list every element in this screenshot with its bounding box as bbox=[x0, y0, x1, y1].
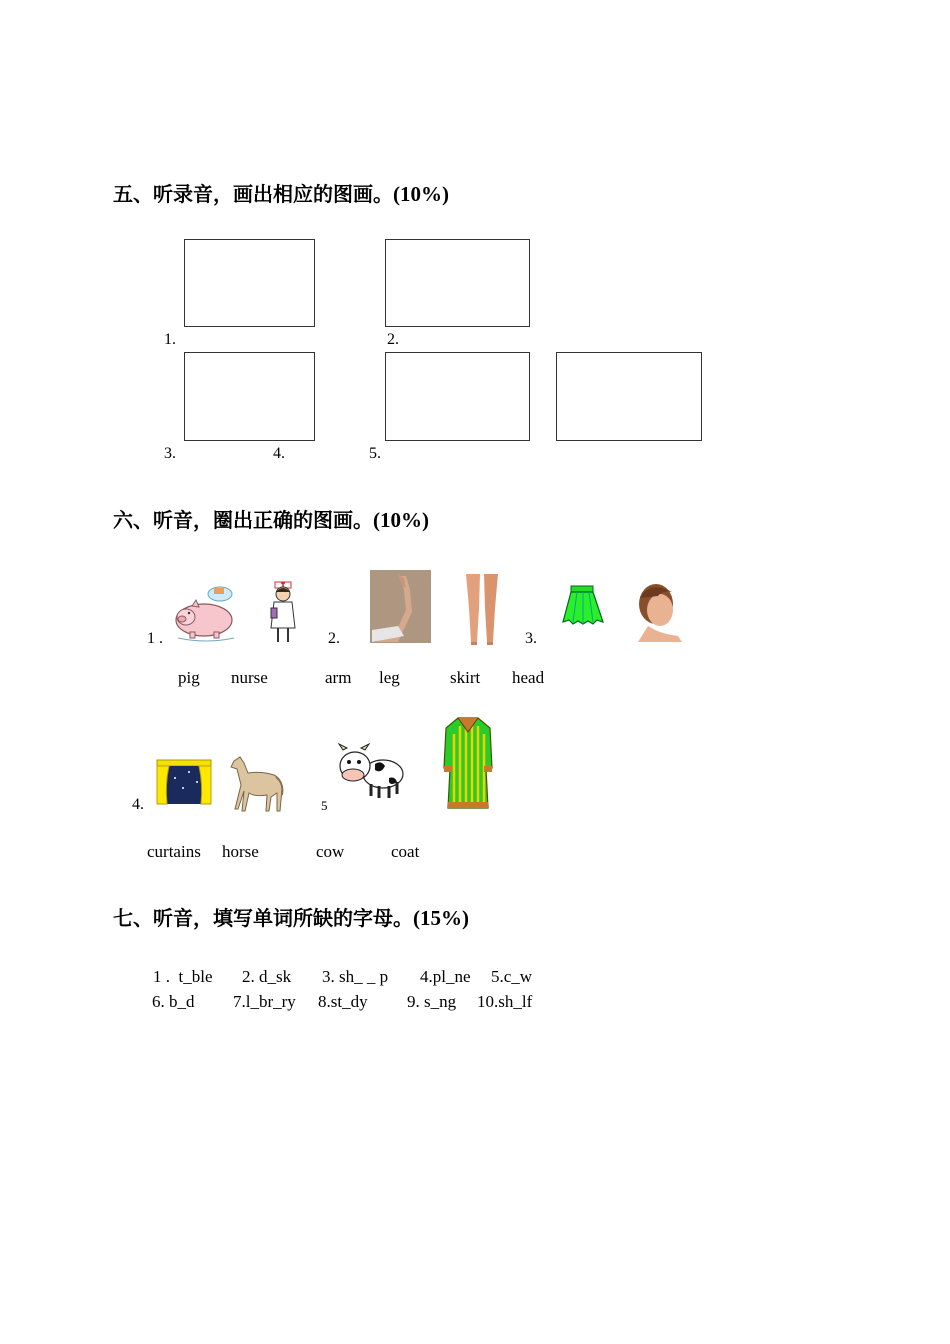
word-curtains: curtains bbox=[147, 842, 201, 861]
section6-title: 六、听音，圈出正确的图画。 bbox=[113, 508, 373, 532]
q6-number-5: 5 bbox=[321, 798, 328, 813]
horse-icon[interactable] bbox=[226, 755, 286, 813]
drawing-box-5[interactable] bbox=[556, 352, 702, 441]
nurse-icon[interactable] bbox=[266, 580, 300, 646]
section7-title: 七、听音，填写单词所缺的字母。 bbox=[113, 906, 413, 930]
fill-item-2: 2. d_sk bbox=[242, 967, 292, 986]
q6-number-2: 2. bbox=[328, 630, 340, 647]
item-label-3: 3. bbox=[164, 445, 176, 462]
section7-heading bbox=[113, 902, 469, 931]
drawing-box-1[interactable] bbox=[184, 239, 315, 327]
coat-icon[interactable] bbox=[442, 714, 494, 812]
q6-number-4: 4. bbox=[132, 796, 144, 813]
item-label-5: 5. bbox=[369, 445, 381, 462]
drawing-box-3[interactable] bbox=[184, 352, 315, 441]
q6-number-1: 1 . bbox=[147, 630, 163, 647]
section7-score: (15%) bbox=[413, 906, 469, 930]
arm-icon[interactable] bbox=[370, 570, 431, 643]
section5-heading bbox=[113, 178, 449, 207]
word-skirt: skirt bbox=[450, 668, 481, 687]
item-label-4: 4. bbox=[273, 445, 285, 462]
drawing-box-4[interactable] bbox=[385, 352, 530, 441]
drawing-box-2[interactable] bbox=[385, 239, 530, 327]
word-pig: pig bbox=[178, 668, 200, 687]
section5-score: (10%) bbox=[393, 182, 449, 206]
word-head: head bbox=[512, 668, 545, 687]
word-cow: cow bbox=[316, 842, 345, 861]
fill-item-7: 7.l_br_ry bbox=[233, 992, 296, 1011]
word-leg: leg bbox=[379, 668, 400, 687]
fill-item-1: 1 . t_ble bbox=[153, 967, 213, 986]
word-horse: horse bbox=[222, 842, 259, 861]
fill-item-3: 3. sh_ _ p bbox=[322, 967, 389, 986]
fill-item-8: 8.st_dy bbox=[318, 992, 368, 1011]
skirt-icon[interactable] bbox=[561, 584, 605, 628]
item-label-1: 1. bbox=[164, 331, 176, 348]
section6-heading bbox=[113, 504, 429, 533]
head-icon[interactable] bbox=[634, 580, 682, 642]
word-nurse: nurse bbox=[231, 668, 268, 687]
leg-icon[interactable] bbox=[463, 572, 501, 646]
fill-item-6: 6. b_d bbox=[152, 992, 195, 1011]
q6-number-3: 3. bbox=[525, 630, 537, 647]
item-label-2: 2. bbox=[387, 331, 399, 348]
curtains-icon[interactable] bbox=[155, 758, 213, 808]
section6-score: (10%) bbox=[373, 508, 429, 532]
fill-item-10: 10.sh_lf bbox=[477, 992, 533, 1011]
fill-item-4: 4.pl_ne bbox=[420, 967, 471, 986]
word-coat: coat bbox=[391, 842, 420, 861]
fill-item-9: 9. s_ng bbox=[407, 992, 457, 1011]
section5-title: 五、听录音，画出相应的图画。 bbox=[113, 182, 393, 206]
fill-item-5: 5.c_w bbox=[491, 967, 533, 986]
word-arm: arm bbox=[325, 668, 352, 687]
pig-icon[interactable] bbox=[172, 584, 240, 642]
cow-icon[interactable] bbox=[337, 742, 407, 802]
